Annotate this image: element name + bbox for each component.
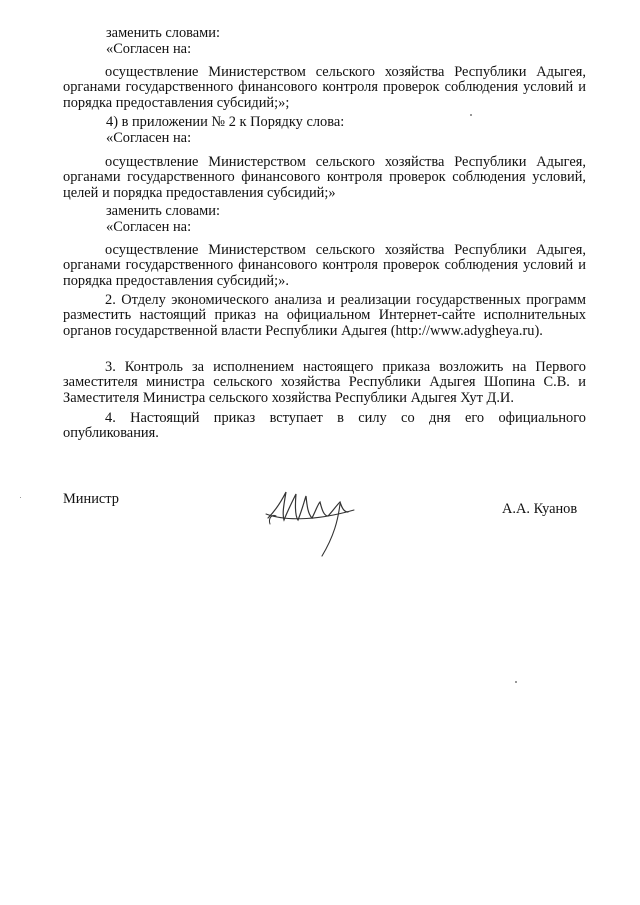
paragraph: осуществление Министерством сельского хозяйства Республики Адыгея, органами государственного финансового контроля проверок соблюдения условий и порядка предоставления субсидий;». (63, 242, 586, 289)
paragraph: «Согласен на: (106, 41, 192, 57)
scan-speck (515, 681, 517, 683)
paragraph: заменить словами: (106, 203, 220, 219)
paragraph: осуществление Министерством сельского хозяйства Республики Адыгея, органами государственного финансового контроля проверок соблюдения условий, целей и порядка предоставления субсидий;» (63, 154, 586, 201)
signatory-title: Министр (63, 491, 119, 507)
paragraph: 4) в приложении № 2 к Порядку слова: (106, 114, 345, 130)
paragraph: заменить словами: (106, 25, 220, 41)
paragraph: «Согласен на: (106, 219, 192, 235)
paragraph: 2. Отделу экономического анализа и реализации государственных программ разместить настоящий приказ на официальном Интернет-сайте исполнительных органов государственной власти Республики Адыгея (http://www.adygheya.ru). (63, 292, 586, 339)
scan-speck (470, 114, 472, 116)
scan-speck (20, 497, 21, 498)
paragraph: 3. Контроль за исполнением настоящего приказа возложить на Первого заместителя министра сельского хозяйства Республики Адыгея Шопина С.В. и Заместителя Министра сельского хозяйства Республики Адыгея Хут Д.И. (63, 359, 586, 406)
paragraph: осуществление Министерством сельского хозяйства Республики Адыгея, органами государственного финансового контроля проверок соблюдения условий и порядка предоставления субсидий;»; (63, 64, 586, 111)
paragraph: 4. Настоящий приказ вступает в силу со дня его официального опубликования. (63, 410, 586, 442)
paragraph: «Согласен на: (106, 130, 192, 146)
signatory-name: А.А. Куанов (502, 501, 578, 517)
handwritten-signature (262, 480, 368, 560)
